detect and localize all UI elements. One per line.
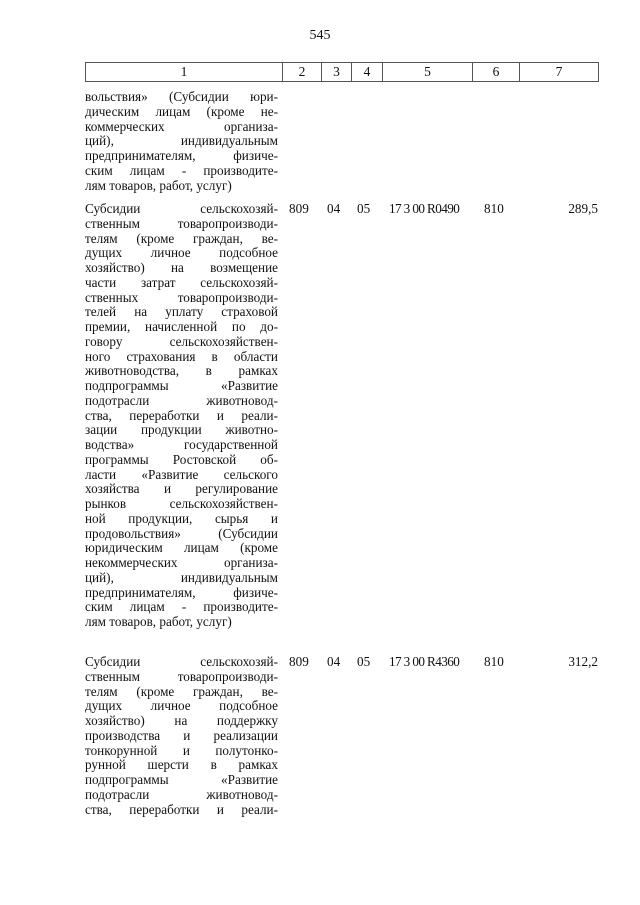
description-line: дическим лицам (кроме не-	[85, 103, 278, 119]
header-col-4: 4	[352, 63, 383, 81]
description-line: ственных товаропроизводи-	[85, 289, 278, 305]
description-line: лям товаров, работ, услуг)	[85, 614, 232, 629]
cell-section: 04	[327, 201, 341, 216]
table-header	[85, 62, 599, 82]
description-line: Субсидии сельскохозяй-	[85, 201, 278, 216]
cell-ministry: 809	[289, 654, 309, 669]
description-line: ственным товаропроизводи-	[85, 215, 278, 231]
description-line: ским лицам - производите-	[85, 599, 278, 615]
description-line: дущих личное подсобное	[85, 245, 278, 261]
description-line: программы Ростовской об-	[85, 451, 278, 467]
description-line: производства и реализации	[85, 727, 278, 743]
description-line: рунной шерсти в рамках	[85, 757, 278, 773]
description-line: коммерческих организа-	[85, 118, 278, 134]
description-line: части затрат сельскохозяй-	[85, 274, 278, 290]
cell-amount: 289,5	[568, 201, 598, 216]
cell-target: 17 3 00 R0490	[389, 201, 460, 216]
description-line: подпрограммы «Развитие	[85, 378, 278, 393]
description-line: хозяйство) на поддержку	[85, 713, 278, 728]
description-line: ного страхования в области	[85, 348, 278, 364]
header-col-7: 7	[555, 64, 563, 79]
description-line: говору сельскохозяйствен-	[85, 333, 278, 349]
description-line: телям (кроме граждан, ве-	[85, 683, 278, 699]
description-line: хозяйства и регулирование	[85, 481, 278, 497]
description-line: продовольствия» (Субсидии	[85, 525, 278, 541]
row-description	[85, 202, 278, 630]
header-col-3: 3	[322, 63, 352, 81]
description-line: ций), индивидуальным	[85, 569, 278, 585]
cell-subsection: 05	[357, 201, 371, 216]
description-line: подотрасли животновод-	[85, 392, 278, 408]
description-line: рынков сельскохозяйствен-	[85, 496, 278, 511]
cell-type: 810	[484, 201, 504, 216]
description-line: ства, переработки и реали-	[85, 407, 278, 423]
description-line: зации продукции животно-	[85, 422, 278, 438]
description-line: подпрограммы «Развитие	[85, 772, 278, 787]
page-number: 545	[309, 28, 331, 43]
description-line: ной продукции, сырья и	[85, 510, 278, 526]
description-line: предпринимателям, физиче-	[85, 148, 278, 163]
description-line: телей на уплату страховой	[85, 304, 278, 320]
description-line: лям товаров, работ, услуг)	[85, 177, 232, 193]
description-line: некоммерческих организа-	[85, 555, 278, 570]
description-line: ласти «Развитие сельского	[85, 466, 278, 482]
description-line: предпринимателям, физиче-	[85, 584, 278, 600]
description-line: вольствия» (Субсидии юри-	[85, 89, 278, 104]
cell-target: 17 3 00 R4360	[389, 654, 460, 669]
description-line: подотрасли животновод-	[85, 786, 278, 802]
description-line: премии, начисленной по до-	[85, 319, 278, 334]
header-col-1: 1	[86, 63, 283, 81]
row-description	[85, 655, 278, 817]
description-line: водства» государственной	[85, 437, 278, 452]
row-description	[85, 90, 278, 193]
header-col-6: 6	[473, 63, 520, 81]
description-line: телям (кроме граждан, ве-	[85, 230, 278, 246]
header-col-5: 5	[383, 63, 473, 81]
cell-ministry: 809	[289, 201, 309, 216]
description-line: ства, переработки и реали-	[85, 801, 278, 817]
cell-amount: 312,2	[568, 654, 598, 669]
cell-subsection: 05	[357, 654, 371, 669]
description-line: Субсидии сельскохозяй-	[85, 654, 278, 669]
description-line: ским лицам - производите-	[85, 162, 278, 178]
cell-type: 810	[484, 654, 504, 669]
description-line: юридическим лицам (кроме	[85, 540, 278, 556]
cell-section: 04	[327, 654, 341, 669]
description-line: животноводства, в рамках	[85, 363, 278, 379]
description-line: ственным товаропроизводи-	[85, 668, 278, 684]
description-line: тонкорунной и полутонко-	[85, 742, 278, 758]
description-line: хозяйство) на возмещение	[85, 260, 278, 275]
description-line: ций), индивидуальным	[85, 133, 278, 149]
description-line: дущих личное подсобное	[85, 698, 278, 714]
header-col-2: 2	[283, 63, 322, 81]
